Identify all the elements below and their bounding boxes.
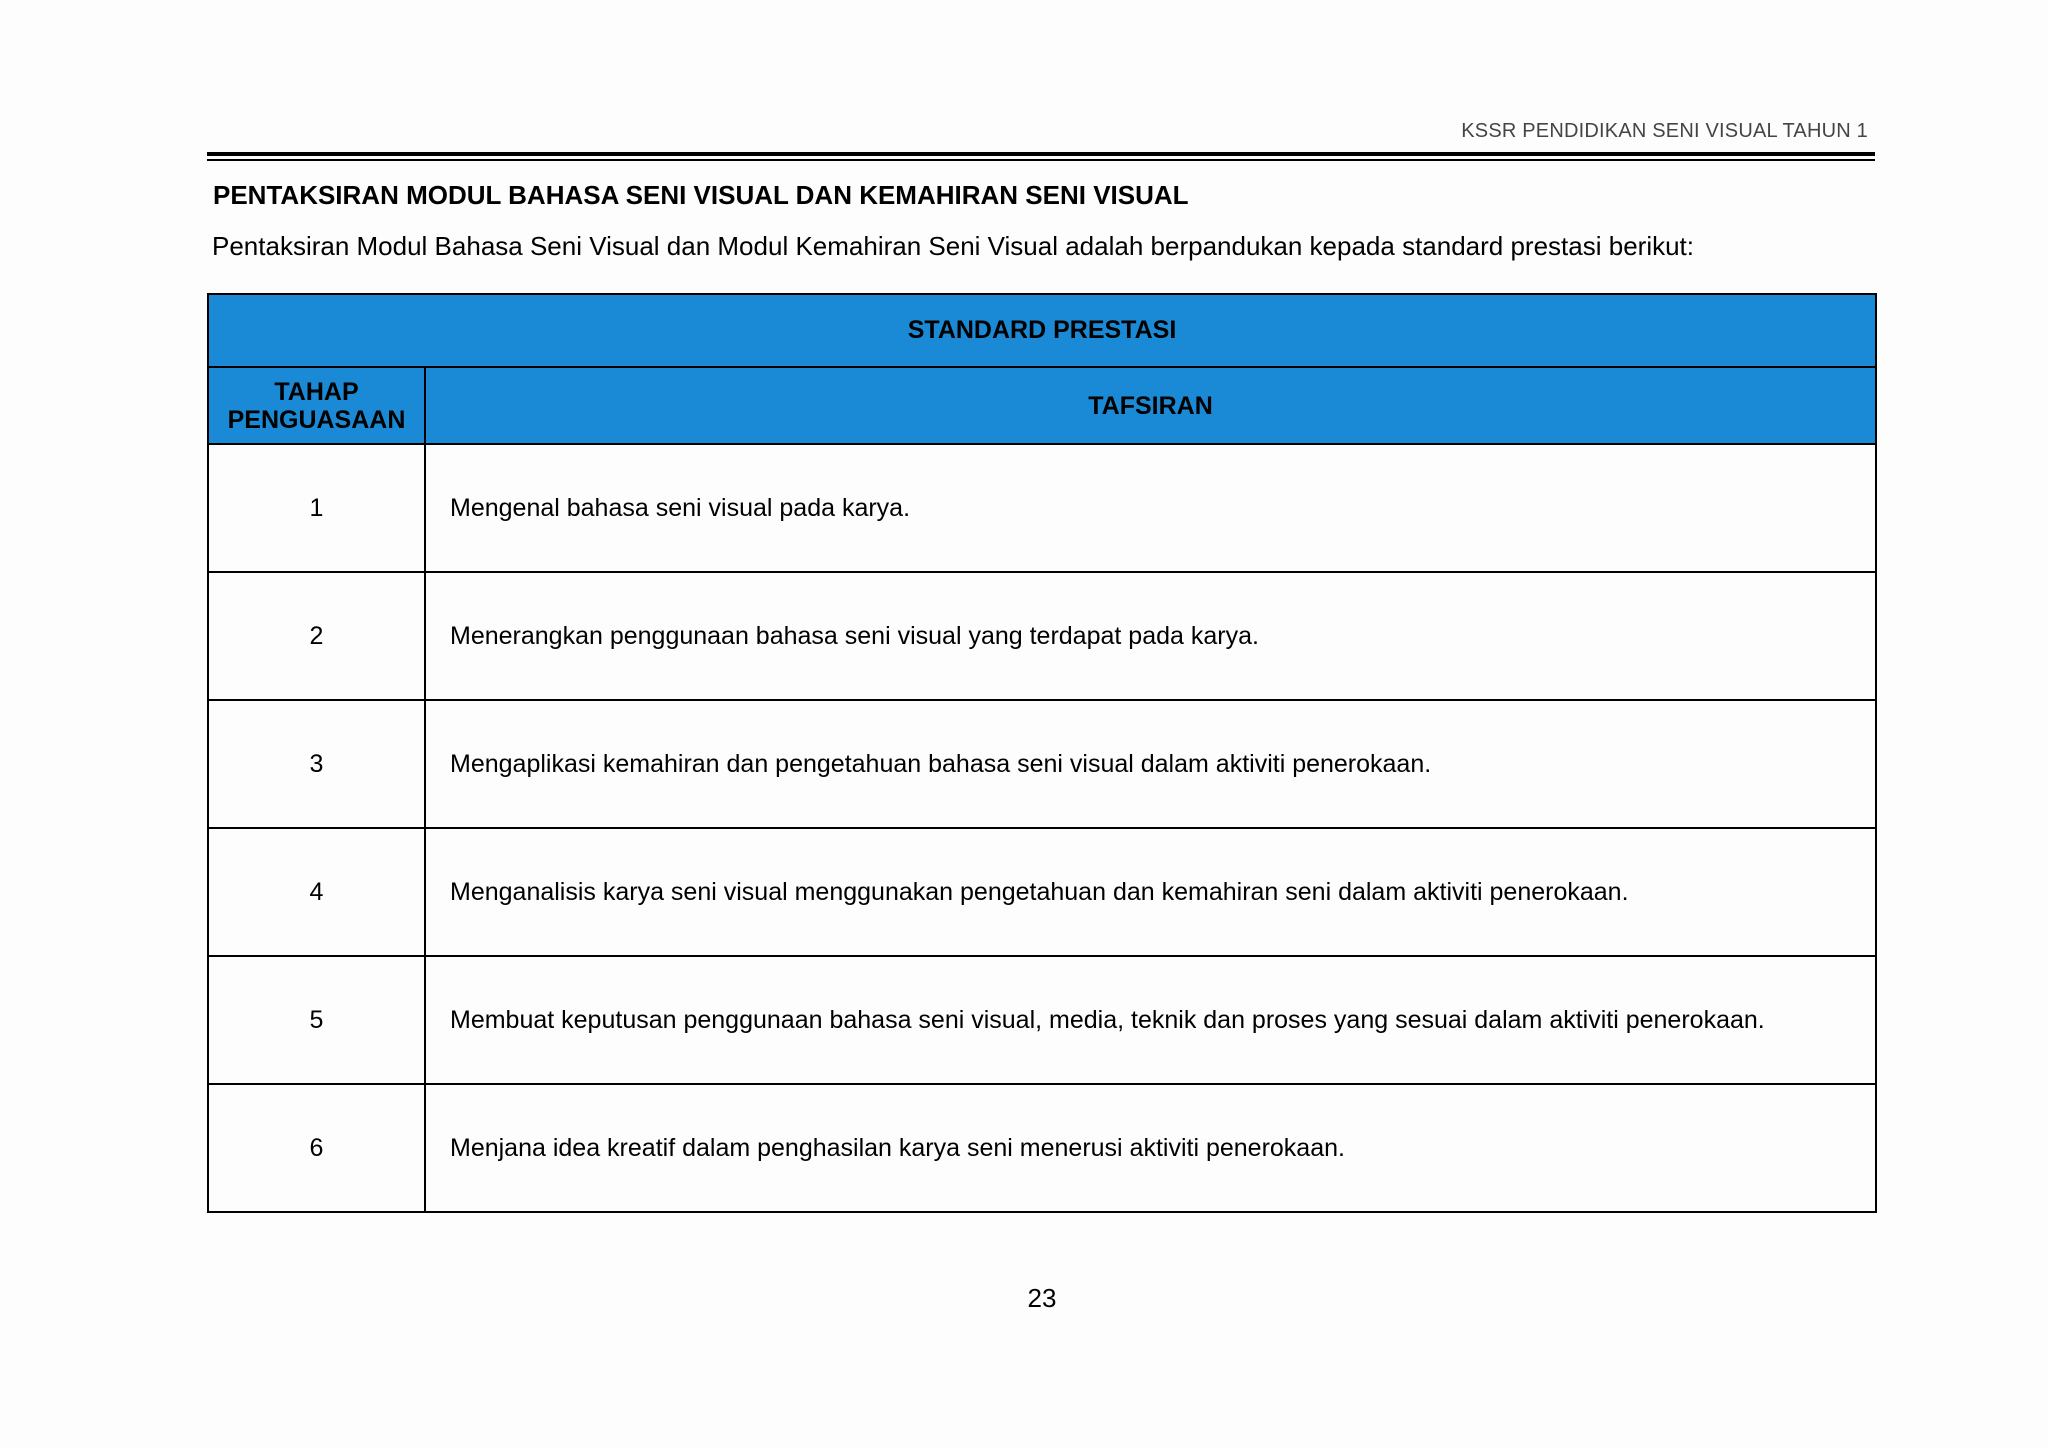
standard-prestasi-table: [207, 293, 1877, 1213]
column-header-level: [208, 367, 425, 444]
level-cell: 1: [208, 444, 425, 572]
level-cell: 5: [208, 956, 425, 1084]
table-row: [208, 828, 1876, 956]
table-row: [208, 444, 1876, 572]
level-cell: 4: [208, 828, 425, 956]
description-cell: Menganalisis karya seni visual menggunakan pengetahuan dan kemahiran seni dalam aktiviti penerokaan.: [425, 828, 1876, 956]
page-number: 23: [1027, 1283, 1057, 1313]
description-cell: Mengaplikasi kemahiran dan pengetahuan bahasa seni visual dalam aktiviti penerokaan.: [425, 700, 1876, 828]
header-rule-thin: [207, 159, 1875, 161]
intro-paragraph: Pentaksiran Modul Bahasa Seni Visual dan Modul Kemahiran Seni Visual adalah berpandukan kepada standard prestasi berikut:: [212, 231, 1694, 261]
table-title-row: [208, 294, 1876, 367]
table-title: STANDARD PRESTASI: [208, 294, 1876, 367]
table-body: [208, 444, 1876, 1212]
description-cell: Menerangkan penggunaan bahasa seni visual yang terdapat pada karya.: [425, 572, 1876, 700]
section-title: PENTAKSIRAN MODUL BAHASA SENI VISUAL DAN KEMAHIRAN SENI VISUAL: [213, 180, 1189, 210]
header-rule: [207, 152, 1875, 156]
table-row: [208, 1084, 1876, 1212]
table-row: [208, 700, 1876, 828]
table-row: [208, 572, 1876, 700]
table-row: [208, 956, 1876, 1084]
description-cell: Menjana idea kreatif dalam penghasilan karya seni menerusi aktiviti penerokaan.: [425, 1084, 1876, 1212]
running-header: KSSR PENDIDIKAN SENI VISUAL TAHUN 1: [1461, 120, 1868, 142]
level-cell: 2: [208, 572, 425, 700]
column-header-desc: TAFSIRAN: [425, 367, 1876, 444]
description-cell: Mengenal bahasa seni visual pada karya.: [425, 444, 1876, 572]
table-header-row: [208, 367, 1876, 444]
column-header-level-text: TAHAP PENGUASAAN: [227, 377, 406, 434]
description-cell: Membuat keputusan penggunaan bahasa seni visual, media, teknik dan proses yang sesuai dalam aktiviti penerokaan.: [425, 956, 1876, 1084]
level-cell: 3: [208, 700, 425, 828]
level-cell: 6: [208, 1084, 425, 1212]
